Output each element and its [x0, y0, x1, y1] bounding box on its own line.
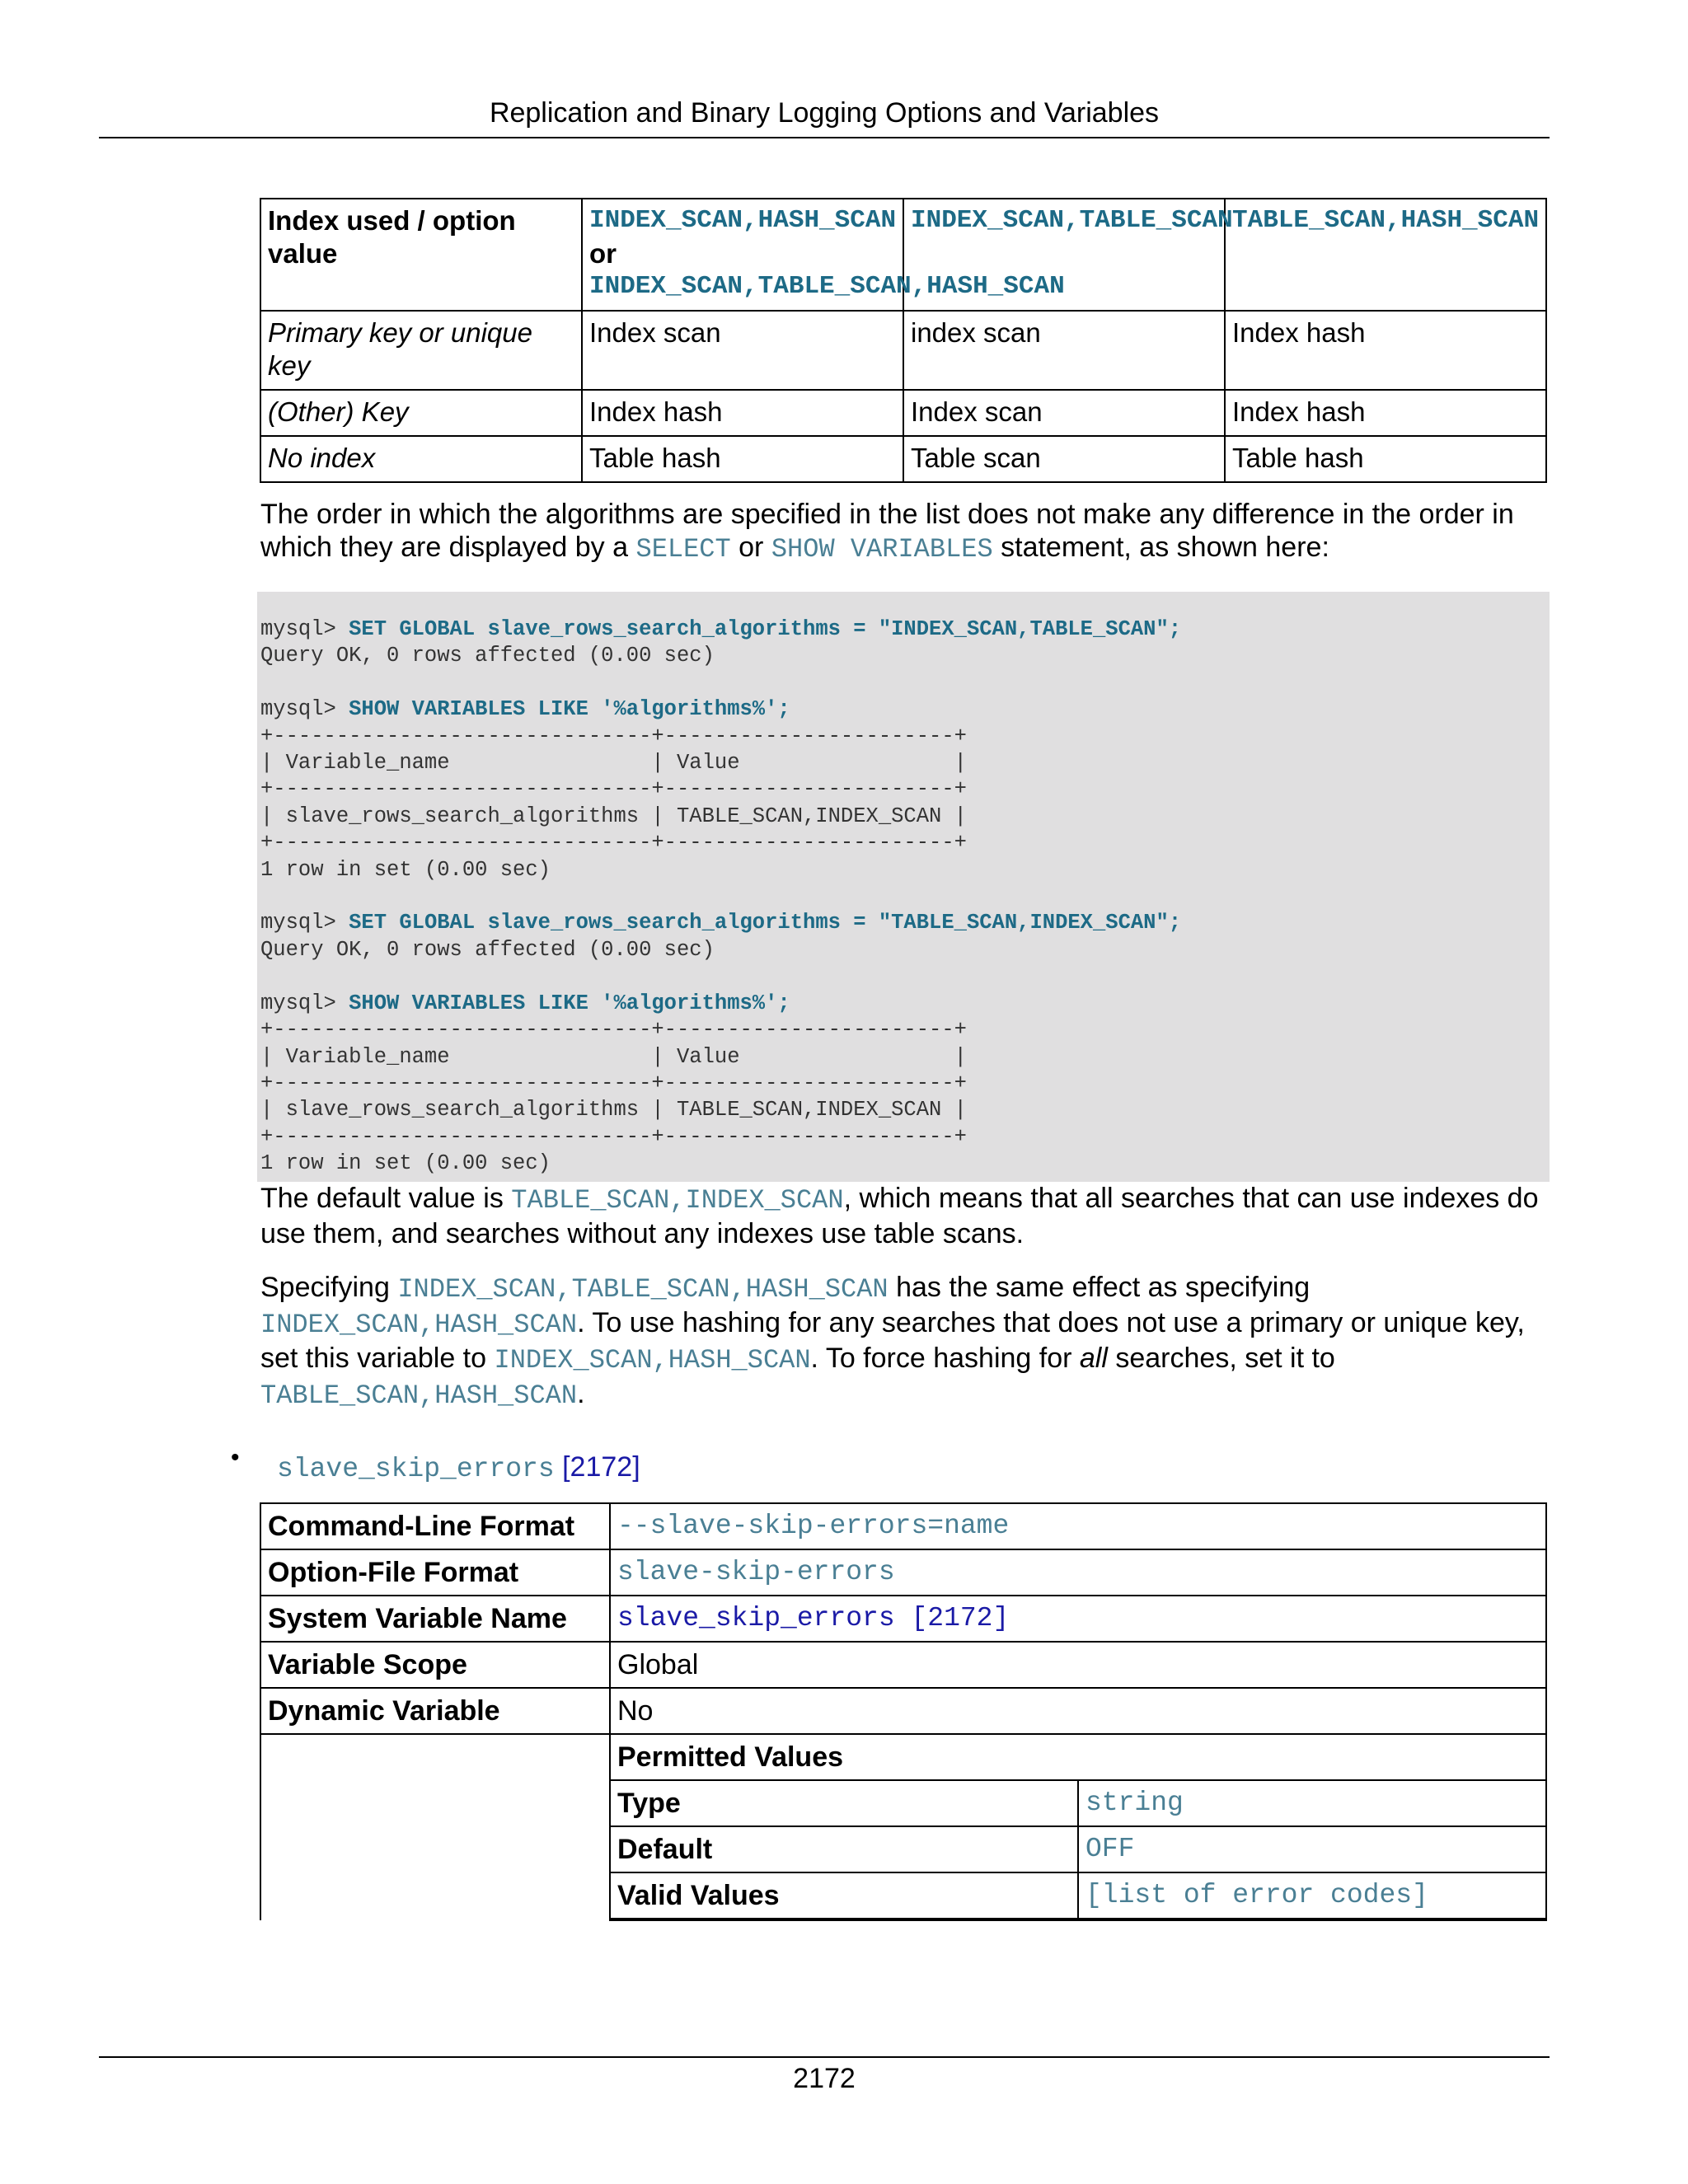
text: has the same effect as specifying — [888, 1272, 1311, 1303]
text: or — [730, 532, 771, 563]
code-inline: INDEX_SCAN,TABLE_SCAN,HASH_SCAN — [397, 1274, 889, 1305]
text: , which means that all searches that can use indexes do use them, and searches without any indexes use table scans. — [260, 1183, 1539, 1249]
page-number: 2172 — [793, 2063, 856, 2094]
output: +------------------------------+-----------------------+ — [260, 1018, 967, 1043]
table-cell: Table hash — [582, 436, 903, 482]
text: . To use hashing for any searches that does not use a primary or unique key, set this variable to — [260, 1307, 1525, 1374]
text: The default value is — [260, 1183, 512, 1214]
emphasis: all — [1079, 1343, 1108, 1374]
row-label: Primary key or unique key — [260, 311, 582, 390]
sysvar-link[interactable]: slave_skip_errors [2172] — [610, 1596, 1546, 1642]
variable-bullet — [277, 1449, 640, 1488]
table-row — [260, 390, 1546, 436]
code-show-variables: SHOW VARIABLES — [771, 534, 993, 565]
column-header-index-hash — [582, 199, 1065, 311]
table-cell: index scan — [903, 311, 1225, 390]
prompt: mysql> — [260, 697, 349, 722]
table-header-row — [260, 199, 1546, 311]
text: The order in which the algorithms are specified in the list does not make any difference in the order in which they are displayed by a — [260, 499, 1514, 563]
output: +------------------------------+-----------------------+ — [260, 1071, 967, 1095]
output: +------------------------------+-----------------------+ — [260, 724, 967, 748]
prompt: mysql> — [260, 991, 349, 1015]
text: . — [577, 1378, 585, 1409]
bullet-dot: • — [231, 1444, 240, 1471]
table-row — [260, 1549, 1546, 1596]
row-label: (Other) Key — [260, 390, 582, 436]
corner-header-cell: Index used / option value — [260, 199, 582, 311]
output: +------------------------------+-----------------------+ — [260, 777, 967, 802]
command: SHOW VARIABLES LIKE '%algorithms%'; — [349, 697, 790, 722]
page-header: Replication and Binary Logging Options and Variables — [489, 97, 1160, 129]
text: statement, as shown here: — [992, 532, 1329, 563]
table-cell: Index hash — [1225, 311, 1546, 390]
prompt: mysql> — [260, 911, 349, 935]
paragraph-order — [260, 498, 1550, 566]
row-label: Command-Line Format — [260, 1503, 610, 1549]
table-cell: Index scan — [582, 311, 903, 390]
table-row — [260, 311, 1546, 390]
table-cell: Index scan — [903, 390, 1225, 436]
prompt: mysql> — [260, 617, 349, 641]
command: SET GLOBAL slave_rows_search_algorithms = "INDEX_SCAN,TABLE_SCAN"; — [349, 617, 1182, 641]
output: | Variable_name | Value | — [260, 1044, 967, 1069]
permitted-values-heading: Permitted Values — [611, 1735, 1545, 1780]
column-header-text: INDEX_SCAN,HASH_SCAN — [589, 206, 897, 235]
code-block — [257, 592, 1550, 1182]
table-row — [611, 1826, 1545, 1872]
table-row — [611, 1872, 1545, 1919]
row-label: Dynamic Variable — [260, 1688, 610, 1734]
table-cell: Index hash — [582, 390, 903, 436]
output: Query OK, 0 rows affected (0.00 sec) — [260, 644, 715, 668]
output: +------------------------------+-----------------------+ — [260, 831, 967, 855]
table-cell: Table scan — [903, 436, 1225, 482]
paragraph-specifying — [260, 1271, 1550, 1413]
column-header-or: or — [589, 238, 617, 269]
row-label: Type — [611, 1780, 1078, 1826]
header-rule — [99, 137, 1550, 138]
row-label: System Variable Name — [260, 1596, 610, 1642]
variable-name: slave_skip_errors — [277, 1454, 555, 1484]
paragraph-default — [260, 1182, 1550, 1250]
row-label: Default — [611, 1826, 1078, 1872]
command: SET GLOBAL slave_rows_search_algorithms = "TABLE_SCAN,INDEX_SCAN"; — [349, 911, 1182, 935]
row-label: Valid Values — [611, 1872, 1078, 1919]
dynamic-value: No — [610, 1688, 1546, 1734]
table-row — [260, 1503, 1546, 1549]
table-cell: Table hash — [1225, 436, 1546, 482]
row-label: Option-File Format — [260, 1549, 610, 1596]
option-table — [260, 1502, 1547, 1921]
output: | Variable_name | Value | — [260, 751, 967, 776]
output: 1 row in set (0.00 sec) — [260, 1151, 551, 1176]
column-header-table-hash — [1225, 199, 1546, 311]
optfile-value: slave-skip-errors — [610, 1549, 1546, 1596]
default-value: OFF — [1078, 1826, 1545, 1872]
column-header-text: INDEX_SCAN,TABLE_SCAN,HASH_SCAN — [589, 272, 1065, 301]
permitted-values-row — [260, 1734, 1546, 1920]
algorithm-table — [260, 198, 1547, 483]
table-row — [611, 1735, 1545, 1780]
code-inline: INDEX_SCAN,HASH_SCAN — [260, 1310, 578, 1340]
code-inline: INDEX_SCAN,HASH_SCAN — [494, 1345, 811, 1376]
output: | slave_rows_search_algorithms | TABLE_SCAN,INDEX_SCAN | — [260, 1098, 967, 1122]
table-row — [260, 1596, 1546, 1642]
valid-values-value: [list of error codes] — [1078, 1872, 1545, 1919]
code-listing — [260, 616, 1181, 1178]
text: searches, set it to — [1107, 1343, 1335, 1374]
text: Specifying — [260, 1272, 398, 1303]
table-row — [260, 436, 1546, 482]
output: 1 row in set (0.00 sec) — [260, 857, 551, 882]
column-header-text: TABLE_SCAN,HASH_SCAN — [1232, 206, 1540, 235]
output: +------------------------------+-----------------------+ — [260, 1124, 967, 1149]
page-reference-link[interactable]: [2172] — [562, 1451, 640, 1483]
output: Query OK, 0 rows affected (0.00 sec) — [260, 937, 715, 962]
table-row — [260, 1642, 1546, 1688]
cmdline-value: --slave-skip-errors=name — [610, 1503, 1546, 1549]
empty-cell — [260, 1734, 610, 1920]
type-value: string — [1078, 1780, 1545, 1826]
table-row — [611, 1780, 1545, 1826]
code-inline: TABLE_SCAN,HASH_SCAN — [260, 1380, 578, 1411]
footer-rule — [99, 2056, 1550, 2058]
table-cell: Index hash — [1225, 390, 1546, 436]
scope-value: Global — [610, 1642, 1546, 1688]
code-select: SELECT — [635, 534, 731, 565]
row-label: No index — [260, 436, 582, 482]
permitted-values-table — [611, 1735, 1545, 1919]
permitted-values-cell — [610, 1734, 1546, 1920]
output: | slave_rows_search_algorithms | TABLE_SCAN,INDEX_SCAN | — [260, 804, 967, 828]
code-default-value: TABLE_SCAN,INDEX_SCAN — [511, 1185, 844, 1216]
row-label: Variable Scope — [260, 1642, 610, 1688]
command: SHOW VARIABLES LIKE '%algorithms%'; — [349, 991, 790, 1015]
column-header-text: INDEX_SCAN,TABLE_SCAN — [911, 206, 1233, 235]
text: . To force hashing for — [810, 1343, 1080, 1374]
table-row — [260, 1688, 1546, 1734]
